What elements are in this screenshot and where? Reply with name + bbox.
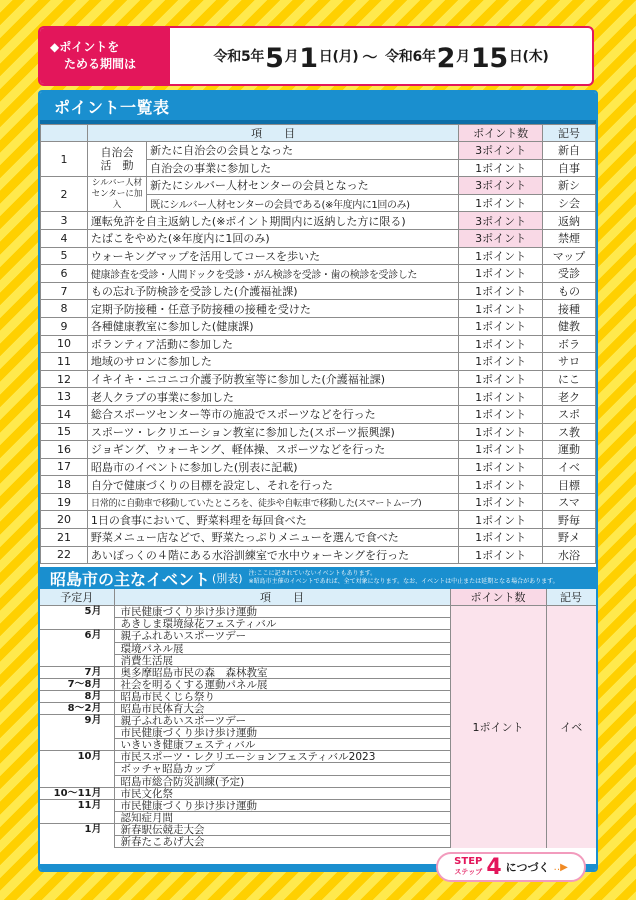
event-month <box>40 643 114 655</box>
event-month <box>40 618 114 630</box>
points-row <box>41 247 596 265</box>
points-row <box>41 423 596 441</box>
row-number: 10 <box>41 335 88 353</box>
header-event-points: ポイント数 <box>450 589 546 606</box>
row-points: 1ポイント <box>459 388 543 406</box>
row-code: 水浴 <box>542 546 595 564</box>
row-points: 1ポイント <box>459 194 543 212</box>
event-month: 1月 <box>84 823 102 835</box>
points-row <box>41 458 596 476</box>
points-row <box>41 282 596 300</box>
row-code: イベ <box>542 458 595 476</box>
row-code: 新自 <box>542 142 595 160</box>
row-number: 8 <box>41 300 88 318</box>
row-code: もの <box>542 282 595 300</box>
row-points: 1ポイント <box>459 265 543 283</box>
row-item: 地域のサロンに参加した <box>87 353 458 371</box>
period-dates <box>170 28 592 84</box>
points-row <box>41 229 596 247</box>
row-code: 老ク <box>542 388 595 406</box>
points-row <box>41 529 596 547</box>
points-row <box>41 353 596 371</box>
points-row <box>41 476 596 494</box>
row-points: 1ポイント <box>459 317 543 335</box>
row-code: 返納 <box>542 212 595 230</box>
row-points: 1ポイント <box>459 370 543 388</box>
event-item: 奥多摩昭島市民の森 森林教室 <box>115 667 450 679</box>
events-points: 1ポイント <box>450 606 546 848</box>
event-month <box>40 655 114 667</box>
row-code: 運動 <box>542 441 595 459</box>
event-item: 環境パネル展 <box>115 643 450 655</box>
row-points: 3ポイント <box>459 177 543 195</box>
row-points: 1ポイント <box>459 458 543 476</box>
points-panel <box>38 90 598 872</box>
row-number: 6 <box>41 265 88 283</box>
row-code: 新シ <box>542 177 595 195</box>
row-item: ウォーキングマップを活用してコースを歩いた <box>87 247 458 265</box>
row-number: 17 <box>41 458 88 476</box>
event-month: 9月 <box>84 715 102 727</box>
row-points: 1ポイント <box>459 405 543 423</box>
end-day-label: 日(木) <box>508 49 549 65</box>
event-item: 市民健康づくり歩け歩け運動 <box>115 606 450 618</box>
row-points: 1ポイント <box>459 353 543 371</box>
events-column <box>114 606 450 848</box>
points-row <box>41 441 596 459</box>
row-points: 3ポイント <box>459 212 543 230</box>
row-item: 自分で健康づくりの目標を設定し、それを行った <box>87 476 458 494</box>
events-title: 昭島市の主なイベント <box>50 569 211 589</box>
event-item: 市民健康づくり歩け歩け運動 <box>115 800 450 812</box>
row-item: 1日の食事において、野菜料理を毎回食べた <box>87 511 458 529</box>
row-code: マップ <box>542 247 595 265</box>
step-label <box>454 857 482 877</box>
event-item: 親子ふれあいスポーツデー <box>115 715 450 727</box>
points-section-title: ポイント一覧表 <box>40 92 596 120</box>
points-table <box>40 124 596 564</box>
row-item: 既にシルバー人材センターの会員である(※年度内に1回のみ) <box>147 194 459 212</box>
row-points: 1ポイント <box>459 511 543 529</box>
points-row <box>41 370 596 388</box>
points-row <box>41 317 596 335</box>
header-event-item: 項 目 <box>114 589 450 606</box>
points-row <box>41 177 596 195</box>
event-month: 7～8月 <box>40 679 114 691</box>
header-item: 項 目 <box>87 125 458 142</box>
event-month: 5月 <box>84 606 102 618</box>
row-code: スマ <box>542 493 595 511</box>
row-code: スポ <box>542 405 595 423</box>
row-number: 1 <box>41 142 88 177</box>
row-number: 2 <box>41 177 88 212</box>
points-table-header <box>41 125 596 142</box>
event-item: 社会を明るくする運動パネル展 <box>115 679 450 691</box>
row-number: 7 <box>41 282 88 300</box>
period-label-line1: ◆ポイントを <box>50 40 120 54</box>
event-item: 市民文化祭 <box>115 788 450 800</box>
row-category: 自治会 活 動 <box>87 142 146 177</box>
event-month: 7月 <box>40 667 114 679</box>
row-number: 15 <box>41 423 88 441</box>
points-row <box>41 142 596 160</box>
event-month <box>40 727 114 739</box>
row-points: 3ポイント <box>459 142 543 160</box>
event-item: 消費生活展 <box>115 655 450 667</box>
row-item: 野菜メニュー店などで、野菜たっぷりメニューを選んで食べた <box>87 529 458 547</box>
step-en: STEP <box>454 856 483 867</box>
event-item: 市民スポーツ・レクリエーションフェスティバル2023 <box>115 751 450 763</box>
row-item: 新たにシルバー人材センターの会員となった <box>147 177 459 195</box>
next-step-link[interactable] <box>436 852 586 882</box>
step-number: 4 <box>486 854 502 880</box>
row-code: 目標 <box>542 476 595 494</box>
period-separator: ～ <box>362 47 378 66</box>
points-row <box>41 300 596 318</box>
header-date: 予定月 <box>40 589 114 606</box>
row-number: 5 <box>41 247 88 265</box>
row-item: 昭島市のイベントに参加した(別表に記載) <box>87 458 458 476</box>
event-month <box>40 776 114 788</box>
points-row <box>41 405 596 423</box>
event-item: 親子ふれあいスポーツデー <box>115 630 450 642</box>
event-item: 認知症月間 <box>115 812 450 824</box>
step-text: につづく <box>505 861 550 874</box>
row-points: 1ポイント <box>459 247 543 265</box>
row-points: 1ポイント <box>459 476 543 494</box>
row-item: イキイキ・ニコニコ介護予防教室等に参加した(介護福祉課) <box>87 370 458 388</box>
row-item: たばこをやめた(※年度内に1回のみ) <box>87 229 458 247</box>
header-points: ポイント数 <box>459 125 543 142</box>
row-number: 4 <box>41 229 88 247</box>
events-table <box>40 589 597 848</box>
points-row <box>41 511 596 529</box>
row-item: スポーツ・レクリエーション教室に参加した(スポーツ振興課) <box>87 423 458 441</box>
event-item: あきしま環境緑花フェスティバル <box>115 618 450 630</box>
row-number: 21 <box>41 529 88 547</box>
event-month: 8～2月 <box>40 703 114 715</box>
row-item: 各種健康教室に参加した(健康課) <box>87 317 458 335</box>
row-item: もの忘れ予防検診を受診した(介護福祉課) <box>87 282 458 300</box>
event-month: 6月 <box>84 630 102 642</box>
row-number: 19 <box>41 493 88 511</box>
row-points: 1ポイント <box>459 335 543 353</box>
start-month: 5 <box>265 42 284 74</box>
events-section-title <box>40 567 596 589</box>
row-item: 老人クラブの事業に参加した <box>87 388 458 406</box>
event-item: 市民健康づくり歩け歩け運動 <box>115 727 450 739</box>
row-code: ス教 <box>542 423 595 441</box>
row-points: 1ポイント <box>459 159 543 177</box>
event-item: 昭島市民くじら祭り <box>115 691 450 703</box>
event-month: 10～11月 <box>40 788 114 800</box>
period-label-line2: ためる期間は <box>64 57 137 71</box>
row-category: シルバー人材 センターに加入 <box>87 177 146 212</box>
events-table-header <box>40 589 596 606</box>
row-points: 1ポイント <box>459 529 543 547</box>
header-event-code: 記号 <box>546 589 596 606</box>
row-item: 総合スポーツセンター等市の施設でスポーツなどを行った <box>87 405 458 423</box>
event-item: 昭島市民体育大会 <box>115 703 450 715</box>
end-month-label: 月 <box>456 49 470 65</box>
row-number: 14 <box>41 405 88 423</box>
period-banner <box>38 26 594 86</box>
row-item: 定期予防接種・任意予防接種の接種を受けた <box>87 300 458 318</box>
row-code: 健教 <box>542 317 595 335</box>
event-month <box>40 812 114 824</box>
start-era: 令和5年 <box>213 49 265 65</box>
row-number: 20 <box>41 511 88 529</box>
points-row <box>41 212 596 230</box>
row-code: 野メ <box>542 529 595 547</box>
row-number: 16 <box>41 441 88 459</box>
start-month-label: 月 <box>284 49 299 65</box>
row-item: あいぽっくの４階にある水浴訓練室で水中ウォーキングを行った <box>87 546 458 564</box>
points-row <box>41 388 596 406</box>
row-number: 13 <box>41 388 88 406</box>
row-code: シ会 <box>542 194 595 212</box>
points-row <box>41 265 596 283</box>
row-item: 運転免許を自主返納した(※ポイント期間内に返納した方に限る) <box>87 212 458 230</box>
events-notes <box>249 570 559 586</box>
row-points: 1ポイント <box>459 493 543 511</box>
events-subtitle: (別表) <box>212 572 243 586</box>
row-code: 接種 <box>542 300 595 318</box>
step-ja: ステップ <box>454 868 483 876</box>
row-number: 22 <box>41 546 88 564</box>
row-item: 新たに自治会の会員となった <box>147 142 459 160</box>
end-day: 15 <box>470 42 508 74</box>
row-code: ボラ <box>542 335 595 353</box>
row-item: ジョギング、ウォーキング、軽体操、スポーツなどを行った <box>87 441 458 459</box>
row-code: 自事 <box>542 159 595 177</box>
event-month: 11月 <box>77 799 102 811</box>
event-item: 新春たこあげ大会 <box>115 836 450 848</box>
events-note-2: ※昭島市主催のイベントであれば、全て対象になります。なお、イベントは中止または延期となる場合があります。 <box>248 578 559 586</box>
row-code: サロ <box>542 353 595 371</box>
row-points: 1ポイント <box>459 300 543 318</box>
row-number: 12 <box>41 370 88 388</box>
row-points: 3ポイント <box>459 229 543 247</box>
row-number: 9 <box>41 317 88 335</box>
event-item: 昭島市総合防災訓練(予定) <box>115 776 450 788</box>
row-points: 1ポイント <box>459 546 543 564</box>
arrow-right-icon: ‥▶ <box>553 861 568 873</box>
row-code: 禁煙 <box>542 229 595 247</box>
row-item: ボランティア活動に参加した <box>87 335 458 353</box>
row-points: 1ポイント <box>459 423 543 441</box>
row-item: 自治会の事業に参加した <box>147 159 459 177</box>
row-points: 1ポイント <box>459 441 543 459</box>
event-item: ボッチャ昭島カップ <box>115 763 450 775</box>
event-item: 新春駅伝競走大会 <box>115 824 450 836</box>
event-month <box>40 739 114 751</box>
event-month: 10月 <box>77 751 102 763</box>
event-month: 8月 <box>40 691 114 703</box>
points-row <box>41 546 596 564</box>
events-note-1: 注:ここに記されていないイベントもあります。 <box>248 570 377 578</box>
row-code: 野毎 <box>542 511 595 529</box>
row-code: 受診 <box>542 265 595 283</box>
row-points: 1ポイント <box>459 282 543 300</box>
points-row <box>41 335 596 353</box>
end-month: 2 <box>436 42 456 74</box>
header-code: 記号 <box>542 125 595 142</box>
period-label <box>40 28 170 84</box>
events-code: イベ <box>546 606 596 848</box>
row-item: 日常的に自動車で移動していたところを、徒歩や自転車で移動した(スマートムーブ) <box>87 493 458 511</box>
event-item: いきいき健康フェスティバル <box>115 739 450 751</box>
start-day: 1 <box>299 42 318 74</box>
row-item: 健康診査を受診・人間ドックを受診・がん検診を受診・歯の検診を受診した <box>87 265 458 283</box>
row-number: 18 <box>41 476 88 494</box>
points-row <box>41 493 596 511</box>
event-month <box>40 836 114 848</box>
event-month <box>40 763 114 775</box>
start-day-label: 日(月) <box>318 49 359 65</box>
end-era: 令和6年 <box>385 49 436 65</box>
months-column <box>40 606 114 848</box>
row-number: 11 <box>41 353 88 371</box>
row-code: にこ <box>542 370 595 388</box>
row-number: 3 <box>41 212 88 230</box>
